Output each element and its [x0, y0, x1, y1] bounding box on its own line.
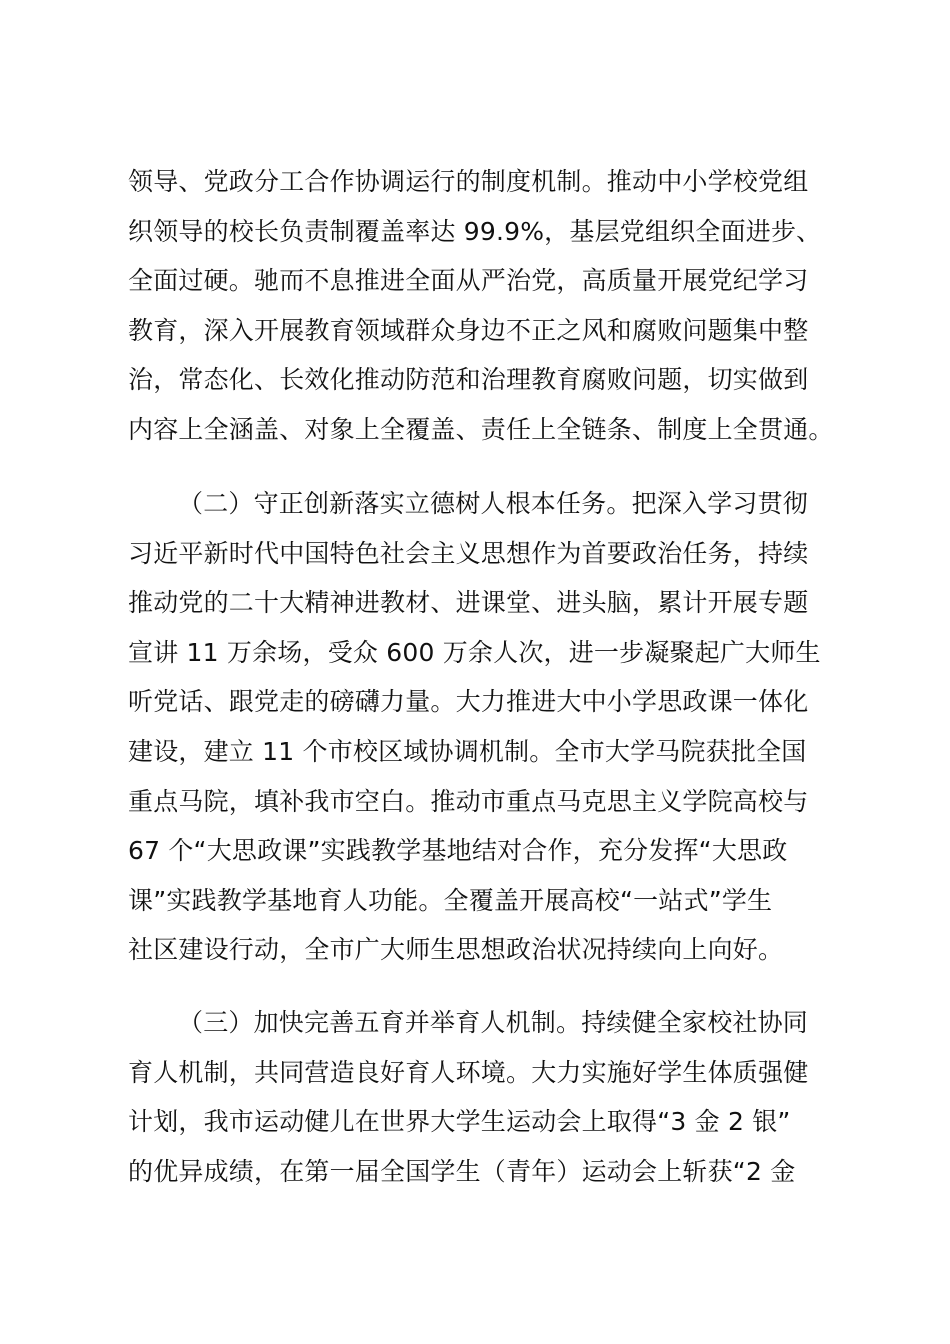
text-line: 的优异成绩，在第一届全国学生（青年）运动会上斩获“2 金 [128, 1156, 796, 1186]
text-line: 织领导的校长负责制覆盖率达 99.9%，基层党组织全面进步、 [128, 216, 822, 246]
text-line: 重点马院，填补我市空白。推动市重点马克思主义学院高校与 [128, 786, 809, 816]
paragraph-3 [128, 998, 833, 1196]
text-line: 内容上全涵盖、对象上全覆盖、责任上全链条、制度上全贯通。 [128, 414, 834, 444]
paragraph-2 [128, 479, 833, 975]
text-line: 推动党的二十大精神进教材、进课堂、进头脑，累计开展专题 [128, 588, 809, 618]
text-line: 计划，我市运动健儿在世界大学生运动会上取得“3 金 2 银” [128, 1107, 791, 1137]
text-line: 治，常态化、长效化推动防范和治理教育腐败问题，切实做到 [128, 365, 809, 395]
text-line: 育人机制，共同营造良好育人环境。大力实施好学生体质强健 [128, 1057, 809, 1087]
text-line: 社区建设行动，全市广大师生思想政治状况持续向上向好。 [128, 935, 784, 965]
text-line: 67 个“大思政课”实践教学基地结对合作，充分发挥“大思政 [128, 836, 788, 866]
text-line: （二）守正创新落实立德树人根本任务。把深入学习贯彻 [178, 489, 809, 518]
text-line: 教育，深入开展教育领域群众身边不正之风和腐败问题集中整 [128, 315, 809, 345]
text-line: 建设，建立 11 个市校区域协调机制。全市大学马院获批全国 [128, 736, 807, 766]
text-line: 课”实践教学基地育人功能。全覆盖开展高校“一站式”学生 [128, 885, 773, 915]
text-line: 全面过硬。驰而不息推进全面从严治党，高质量开展党纪学习 [128, 266, 809, 296]
paragraph-1 [128, 157, 833, 455]
text-line: 宣讲 11 万余场，受众 600 万余人次，进一步凝聚起广大师生 [128, 637, 821, 667]
text-line: 习近平新时代中国特色社会主义思想作为首要政治任务，持续 [128, 538, 809, 568]
text-line: 领导、党政分工合作协调运行的制度机制。推动中小学校党组 [128, 167, 809, 196]
text-line: （三）加快完善五育并举育人机制。持续健全家校社协同 [178, 1008, 809, 1037]
text-line: 听党话、跟党走的磅礴力量。大力推进大中小学思政课一体化 [128, 687, 809, 717]
